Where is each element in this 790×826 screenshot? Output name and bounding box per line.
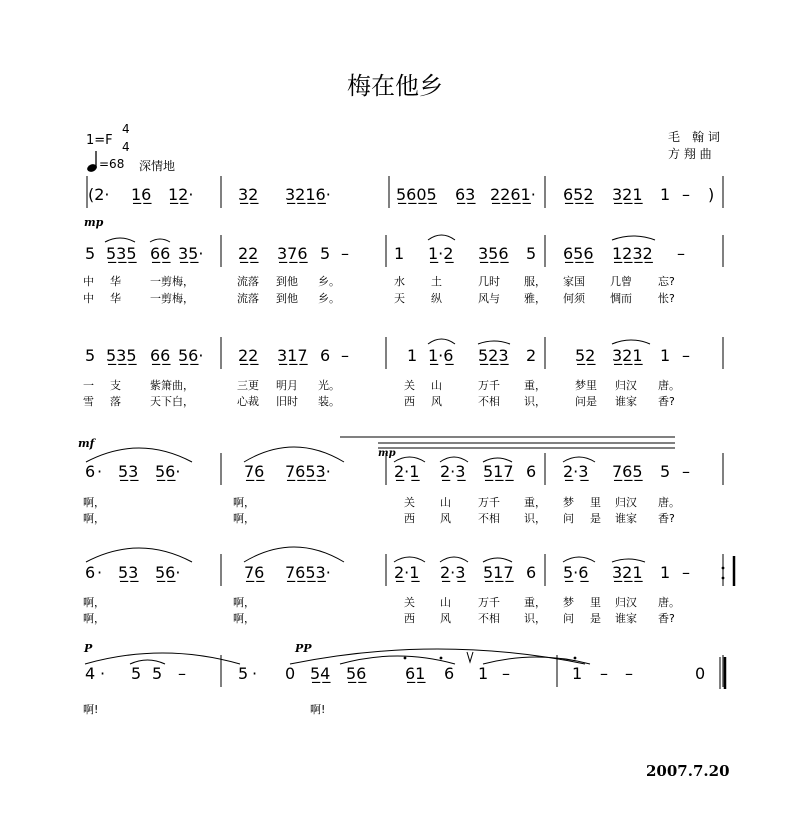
lyric-word: 啊， <box>233 512 255 525</box>
note-group: 7̲6̲ <box>244 462 265 481</box>
lyric-word: 天下白， <box>150 395 194 408</box>
note-group: 5̲6̲ <box>346 664 367 683</box>
key-signature: 1=F <box>86 133 113 148</box>
lyric-word: 啊， <box>83 612 105 625</box>
note-group: · <box>97 462 103 481</box>
note-group: 3̲2̲ <box>238 185 259 204</box>
lyric-word: 流落 <box>237 275 259 288</box>
note-group: 3̲5̲· <box>178 244 204 263</box>
octave-dot <box>440 657 443 660</box>
note-group: 6̲3̲ <box>455 185 476 204</box>
note-group: 6 <box>320 346 331 365</box>
lyric-word: 里 <box>590 496 601 509</box>
lyric-word: 到他 <box>276 292 298 305</box>
note-group: 5̲3̲ <box>118 462 139 481</box>
note-group: 1̲·6̲ <box>428 346 454 365</box>
note-group: – <box>625 664 633 683</box>
time-signature-bottom: 4 <box>122 140 130 154</box>
lyric-word: 一剪梅， <box>150 292 194 305</box>
lyric-word: 谁家 <box>615 612 637 625</box>
lyric-word: 是 <box>590 512 601 525</box>
lyric-word: 华 <box>110 275 121 288</box>
note-group: 5 <box>131 664 142 683</box>
lyric-word: 雅， <box>524 292 546 305</box>
lyric-word: 梦里 <box>575 379 597 392</box>
lyric-word: 山 <box>440 596 451 609</box>
composer-credit: 方 翔 曲 <box>668 147 712 161</box>
lyric-word: 紫箫曲， <box>150 379 194 392</box>
lyric-word: 风 <box>431 395 442 408</box>
note-group: 3̲2̲1̲ <box>612 563 643 582</box>
note-group: 1 <box>407 346 418 365</box>
dynamic-mp: mp <box>378 448 396 459</box>
breath-mark <box>467 652 473 662</box>
note-group: 7̲6̲ <box>244 563 265 582</box>
note-group: 5 <box>152 664 163 683</box>
lyric-word: 不相 <box>478 612 500 625</box>
note-group: 6 <box>526 563 537 582</box>
note-group: – <box>682 185 690 204</box>
note-group: 7̲6̲5̲3̲· <box>285 462 331 481</box>
note-group: 6̲5̲2̲ <box>563 185 594 204</box>
lyric-word: 水 <box>394 275 405 288</box>
lyric-word: 怅? <box>658 292 675 305</box>
lyric-word: 不相 <box>478 395 500 408</box>
lyric-word: 识， <box>524 512 546 525</box>
note-group: 5̲1̲7̲ <box>483 462 514 481</box>
lyric-word: 问 <box>563 612 574 625</box>
lyric-word: 惆而 <box>610 292 632 305</box>
lyric-word: 忘? <box>658 275 675 288</box>
lyric-word: 问 <box>563 512 574 525</box>
slur-arc <box>483 558 512 562</box>
lyric-word: 中 <box>83 292 94 305</box>
note-group: 2̲2̲ <box>238 244 259 263</box>
lyric-word: 万千 <box>478 496 500 509</box>
lyric-word: 重， <box>524 379 546 392</box>
note-group: 5̲6̲· <box>178 346 204 365</box>
lyric-word: 山 <box>440 496 451 509</box>
note-group: 6̲6̲ <box>150 346 171 365</box>
note-group: 6 <box>526 462 537 481</box>
lyric-word: 旧时 <box>276 395 298 408</box>
lyric-word: 唐。 <box>658 496 680 509</box>
note-group: 5̲6̲0̲5̲ <box>396 185 437 204</box>
tempo-marking: =68 <box>99 157 125 171</box>
lyric-word: 啊， <box>233 596 255 609</box>
lyric-word: 一剪梅， <box>150 275 194 288</box>
lyric-word: 香? <box>658 512 675 525</box>
lyric-word: 西 <box>404 612 415 625</box>
note-group: 2̲·1̲ <box>394 462 420 481</box>
slur-arc <box>612 340 650 344</box>
lyric-word: 问是 <box>575 395 597 408</box>
slur-arc <box>244 547 344 562</box>
note-group: 5̲2̲3̲ <box>478 346 509 365</box>
note-group: – <box>682 563 690 582</box>
note-group: 5 <box>238 664 249 683</box>
note-group: 5̲1̲7̲ <box>483 563 514 582</box>
dynamic-mf: mf <box>78 437 95 450</box>
lyric-word: 香? <box>658 395 675 408</box>
note-group: · <box>100 664 106 683</box>
lyric-word: 明月 <box>276 379 298 392</box>
lyric-word: 梦 <box>563 596 574 609</box>
slur-arc <box>612 236 655 240</box>
note-group: – <box>502 664 510 683</box>
dynamic-p: P <box>84 642 93 655</box>
octave-dot <box>404 657 407 660</box>
note-group: (2· <box>88 185 110 204</box>
lyric-word: 唐。 <box>658 379 680 392</box>
lyric-word: 识， <box>524 612 546 625</box>
note-group: 2̲·1̲ <box>394 563 420 582</box>
slur-arc <box>340 656 455 664</box>
slur-arc <box>563 557 595 562</box>
slur-arc <box>428 235 455 240</box>
lyric-word: 归汉 <box>615 596 637 609</box>
note-group: 5 <box>85 244 96 263</box>
slur-arc <box>86 448 192 462</box>
slur-arc <box>86 548 192 562</box>
lyric-word: 何须 <box>563 292 585 305</box>
note-group: 1 <box>660 185 671 204</box>
note-group: – <box>682 462 690 481</box>
lyric-word: 啊， <box>83 496 105 509</box>
note-group: – <box>600 664 608 683</box>
lyric-word: 纵 <box>431 292 442 305</box>
lyric-word: 土 <box>431 275 442 288</box>
note-group: 3̲5̲6̲ <box>478 244 509 263</box>
note-group: 3̲2̲1̲6̲· <box>285 185 331 204</box>
note-group: 2 <box>526 346 537 365</box>
lyric-word: 西 <box>404 512 415 525</box>
note-group: 5̲3̲5̲ <box>106 244 137 263</box>
lyric-word: 服， <box>524 275 546 288</box>
note-group: – <box>341 346 349 365</box>
note-group: · <box>252 664 258 683</box>
note-group: – <box>677 244 685 263</box>
note-group: 7̲6̲5̲3̲· <box>285 563 331 582</box>
expression-marking: 深情地 <box>139 159 176 173</box>
lyric-word: 山 <box>431 379 442 392</box>
note-group: ) <box>708 185 715 204</box>
lyric-word: 啊， <box>233 496 255 509</box>
note-group: – <box>682 346 690 365</box>
note-group: 5̲6̲· <box>155 563 181 582</box>
lyric-word: 啊! <box>83 703 99 716</box>
lyric-word: 装。 <box>318 395 340 408</box>
repeat-dot <box>722 577 725 580</box>
repeat-dot <box>722 567 725 570</box>
lyric-word: 中 <box>83 275 94 288</box>
note-group: 1 <box>478 664 489 683</box>
lyric-word: 重， <box>524 596 546 609</box>
note-group: 5̲·6̲ <box>563 563 589 582</box>
dynamic-mp: mp <box>84 216 104 229</box>
lyric-word: 是 <box>590 612 601 625</box>
note-group: 0 <box>285 664 296 683</box>
note-group: 3̲7̲6̲ <box>277 244 308 263</box>
slur-arc <box>394 557 425 562</box>
note-group: 7̲6̲5̲ <box>612 462 643 481</box>
lyric-word: 雪 <box>83 395 94 408</box>
note-group: 1̲·2̲ <box>428 244 454 263</box>
lyric-word: 到他 <box>276 275 298 288</box>
slur-arc <box>428 339 455 344</box>
note-group: 5̲6̲· <box>155 462 181 481</box>
note-group: 5 <box>526 244 537 263</box>
note-group: 1 <box>572 664 583 683</box>
note-group: 3̲1̲7̲ <box>277 346 308 365</box>
lyric-word: 心裁 <box>237 395 259 408</box>
lyric-word: 唐。 <box>658 596 680 609</box>
note-group: 2̲·3̲ <box>440 462 466 481</box>
note-group: 1̲2̲3̲2̲ <box>612 244 653 263</box>
lyric-word: 啊， <box>233 612 255 625</box>
note-group: 3̲2̲1̲ <box>612 185 643 204</box>
note-group: 2̲2̲ <box>238 346 259 365</box>
lyric-word: 天 <box>394 292 405 305</box>
note-group: 5̲3̲5̲ <box>106 346 137 365</box>
note-group: 2̲·3̲ <box>440 563 466 582</box>
song-title: 梅在他乡 <box>347 72 443 100</box>
lyric-word: 几曾 <box>610 275 632 288</box>
note-group: – <box>178 664 186 683</box>
note-group: 6̲6̲ <box>150 244 171 263</box>
note-group: 1̲2̲· <box>168 185 194 204</box>
lyric-word: 风 <box>440 512 451 525</box>
slur-arc <box>612 559 645 562</box>
lyric-word: 不相 <box>478 512 500 525</box>
lyric-word: 里 <box>590 596 601 609</box>
lyric-word: 几时 <box>478 275 500 288</box>
note-group: 5̲2̲ <box>575 346 596 365</box>
lyric-word: 万千 <box>478 379 500 392</box>
lyric-word: 啊! <box>310 703 326 716</box>
lyric-word: 三更 <box>237 379 259 392</box>
lyric-word: 归汉 <box>615 379 637 392</box>
lyric-word: 一 <box>83 379 94 392</box>
lyric-word: 谁家 <box>615 512 637 525</box>
lyric-word: 关 <box>404 596 415 609</box>
lyric-word: 谁家 <box>615 395 637 408</box>
note-group: 5 <box>660 462 671 481</box>
lyric-word: 重， <box>524 496 546 509</box>
slur-arc <box>290 649 585 664</box>
note-group: 1̲6̲ <box>131 185 152 204</box>
slur-arc <box>244 447 344 462</box>
note-group: 2̲2̲6̲1̲· <box>490 185 536 204</box>
note-group: 4 <box>85 664 96 683</box>
note-group: 1 <box>394 244 405 263</box>
octave-dot <box>574 657 577 660</box>
lyric-word: 支 <box>110 379 121 392</box>
lyric-word: 流落 <box>237 292 259 305</box>
note-group: 5̲3̲ <box>118 563 139 582</box>
lyric-word: 关 <box>404 496 415 509</box>
slur-arc <box>478 341 510 344</box>
lyric-word: 光。 <box>318 379 340 392</box>
note-group: 2̲·3̲ <box>563 462 589 481</box>
lyric-word: 乡。 <box>318 292 340 305</box>
lyricist-credit: 毛 翰 词 <box>668 130 720 144</box>
note-group: 6 <box>444 664 455 683</box>
note-group: 5 <box>85 346 96 365</box>
note-group: – <box>341 244 349 263</box>
dynamic-pp: PP <box>295 642 312 655</box>
lyric-word: 梦 <box>563 496 574 509</box>
note-group: 6 <box>85 563 96 582</box>
note-group: 5̲4̲ <box>310 664 331 683</box>
lyric-word: 啊， <box>83 512 105 525</box>
lyric-word: 香? <box>658 612 675 625</box>
slur-arc <box>150 239 170 242</box>
note-group: · <box>97 563 103 582</box>
lyric-word: 西 <box>404 395 415 408</box>
lyric-word: 识， <box>524 395 546 408</box>
note-group: 3̲2̲1̲ <box>612 346 643 365</box>
slur-arc <box>85 653 240 664</box>
time-signature-top: 4 <box>122 122 130 136</box>
note-group: 0 <box>695 664 706 683</box>
note-group: 6 <box>85 462 96 481</box>
note-group: 6̲5̲6̲ <box>563 244 594 263</box>
lyric-word: 万千 <box>478 596 500 609</box>
lyric-word: 啊， <box>83 596 105 609</box>
slur-arc <box>440 557 468 562</box>
note-group: 5 <box>320 244 331 263</box>
note-group: 6̲1̲ <box>405 664 426 683</box>
lyric-word: 关 <box>404 379 415 392</box>
slur-arc <box>105 238 135 242</box>
note-group: 1 <box>660 346 671 365</box>
lyric-word: 归汉 <box>615 496 637 509</box>
lyric-word: 家国 <box>563 275 585 288</box>
lyric-word: 乡。 <box>318 275 340 288</box>
lyric-word: 落 <box>110 395 121 408</box>
composition-date: 2007.7.20 <box>646 762 730 780</box>
lyric-word: 华 <box>110 292 121 305</box>
lyric-word: 风 <box>440 612 451 625</box>
lyric-word: 风与 <box>478 292 500 305</box>
note-group: 1 <box>660 563 671 582</box>
